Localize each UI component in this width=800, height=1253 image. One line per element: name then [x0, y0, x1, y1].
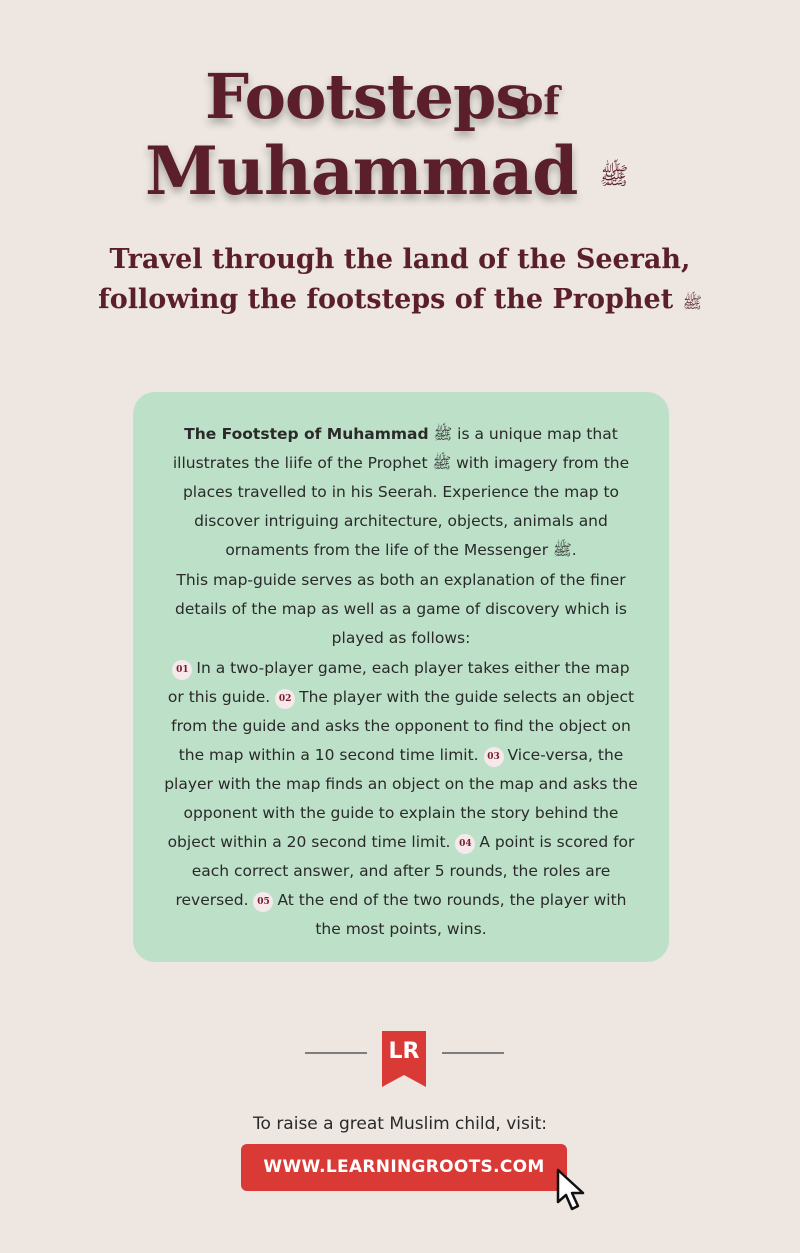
- step-text: Vice-versa, the player with the map finds an object on the map and asks the opponent with the guide to explain the story behind the object within a 20 second time limit.: [164, 746, 638, 851]
- cta-text: To raise a great Muslim child, visit:: [253, 1114, 547, 1134]
- divider-right: [442, 1052, 504, 1054]
- subtitle-line2: [0, 280, 800, 323]
- subtitle: [0, 240, 800, 323]
- pointer-cursor-icon: [555, 1168, 589, 1212]
- guide-paragraph: This map-guide serves as both an explanation of the finer details of the map as well as a game of discovery which is played as follows:: [175, 571, 627, 647]
- title-footsteps: Footsteps: [205, 60, 530, 133]
- step-number-badge: 05: [253, 892, 273, 912]
- title-muhammad: Muhammad: [145, 132, 578, 210]
- intro-paragraph: [163, 420, 639, 565]
- title-honorific: ﷺ: [599, 162, 629, 190]
- step-number-badge: 03: [484, 747, 504, 767]
- steps-paragraph: [163, 654, 639, 944]
- title-block: [0, 60, 800, 230]
- learning-roots-logo: [382, 1031, 426, 1087]
- step-number-badge: 02: [275, 689, 295, 709]
- logo-text: LR: [388, 1039, 420, 1064]
- divider-left: [305, 1052, 367, 1054]
- step-number-badge: 04: [455, 834, 475, 854]
- subtitle-line1: Travel through the land of the Seerah,: [109, 244, 691, 275]
- step-text: A point is scored for each correct answer, and after 5 rounds, the roles are reversed.: [175, 833, 635, 909]
- info-card: [133, 392, 669, 962]
- step-number-badge: 01: [172, 660, 192, 680]
- intro-text: ﷺ is a unique map that illustrates the liife of the Prophet ﷺ with imagery from the places travelled to in his Seerah. Experience the map to discover intriguing architecture, objects, animals and ornaments from the life of the Messenger ﷺ.: [172, 425, 630, 559]
- subtitle-honorific: ﷺ: [682, 293, 702, 312]
- title-of: of: [518, 78, 560, 123]
- intro-bold: The Footstep of Muhammad: [184, 425, 429, 443]
- step-text: In a two-player game, each player takes either the map or this guide.: [167, 659, 630, 706]
- subtitle-line2-text: following the footsteps of the Prophet: [98, 284, 674, 315]
- step-text: At the end of the two rounds, the player with the most points, wins.: [277, 891, 627, 938]
- website-link-button[interactable]: WWW.LEARNINGROOTS.COM: [241, 1144, 567, 1191]
- step-text: The player with the guide selects an object from the guide and asks the opponent to find the object on the map within a 10 second time limit.: [171, 688, 635, 764]
